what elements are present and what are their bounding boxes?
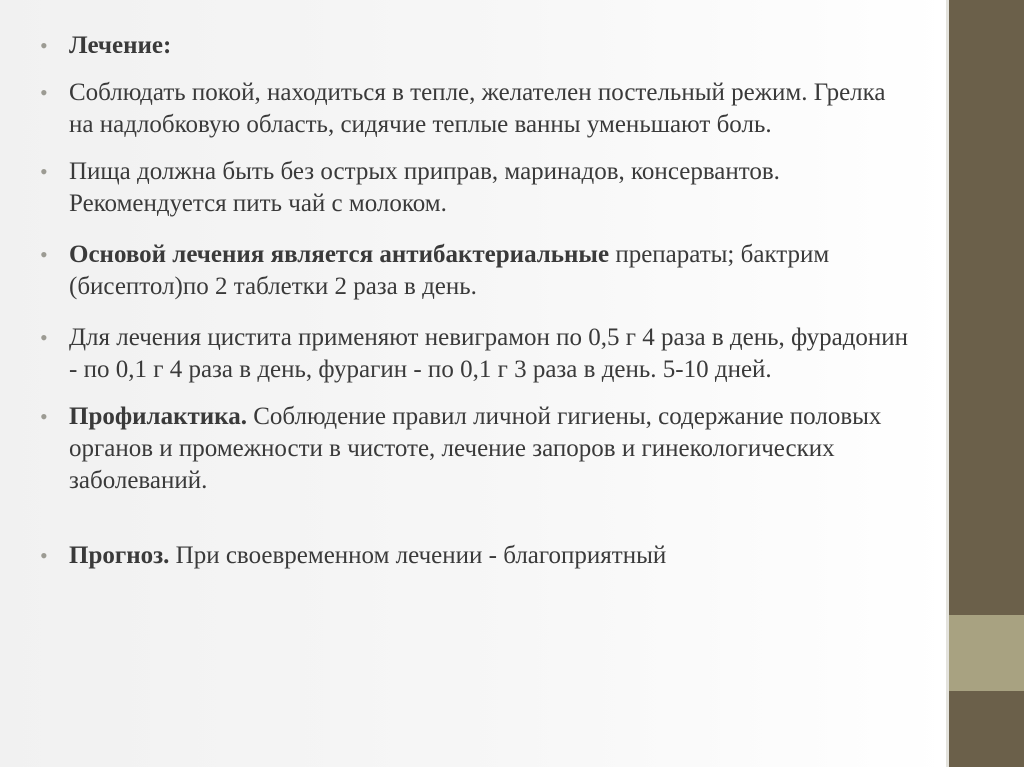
bullet-icon: • bbox=[40, 242, 48, 267]
list-item-diet bbox=[40, 156, 910, 220]
item-bold-text: Основой лечения является антибактериальные bbox=[69, 241, 610, 268]
item-text: Соблюдение правил личной гигиены, содержание половых органов и промежности в чистоте, лечение запоров и гинекологических заболеваний. bbox=[69, 403, 882, 494]
decorative-side-accent bbox=[949, 615, 1024, 691]
bullet-icon: • bbox=[40, 543, 48, 568]
item-bold-text: Лечение: bbox=[69, 32, 172, 59]
list-item-prognosis bbox=[40, 540, 910, 572]
bullet-icon: • bbox=[40, 404, 48, 429]
list-item-antibacterial bbox=[40, 239, 910, 303]
bullet-icon: • bbox=[40, 33, 48, 58]
item-text: При своевременном лечении - благоприятный bbox=[169, 542, 667, 569]
bullet-icon: • bbox=[40, 159, 48, 184]
list-item-prevention bbox=[40, 401, 910, 497]
item-text: препараты; бактрим (бисептол)по 2 таблетки 2 раза в день. bbox=[69, 241, 830, 300]
bullet-list bbox=[40, 30, 910, 572]
bullet-icon: • bbox=[40, 80, 48, 105]
bullet-icon: • bbox=[40, 325, 48, 350]
list-item-rest bbox=[40, 77, 910, 141]
item-text: Для лечения цистита применяют невиграмон по 0,5 г 4 раза в день, фурадонин - по 0,1 г 4 раза в день, фурагин - по 0,1 г 3 раза в день. 5-10 дней. bbox=[69, 324, 909, 383]
item-text: Пища должна быть без острых приправ, маринадов, консервантов. Рекомендуется пить чай с молоком. bbox=[69, 158, 780, 217]
item-text: Соблюдать покой, находиться в тепле, желателен постельный режим. Грелка на надлобковую область, сидячие теплые ванны уменьшают боль. bbox=[69, 79, 886, 138]
item-bold-text: Профилактика. bbox=[69, 403, 247, 430]
item-bold-text: Прогноз. bbox=[69, 542, 170, 569]
list-item-treatment-heading bbox=[40, 30, 910, 62]
list-item-cystitis-drugs bbox=[40, 322, 910, 386]
